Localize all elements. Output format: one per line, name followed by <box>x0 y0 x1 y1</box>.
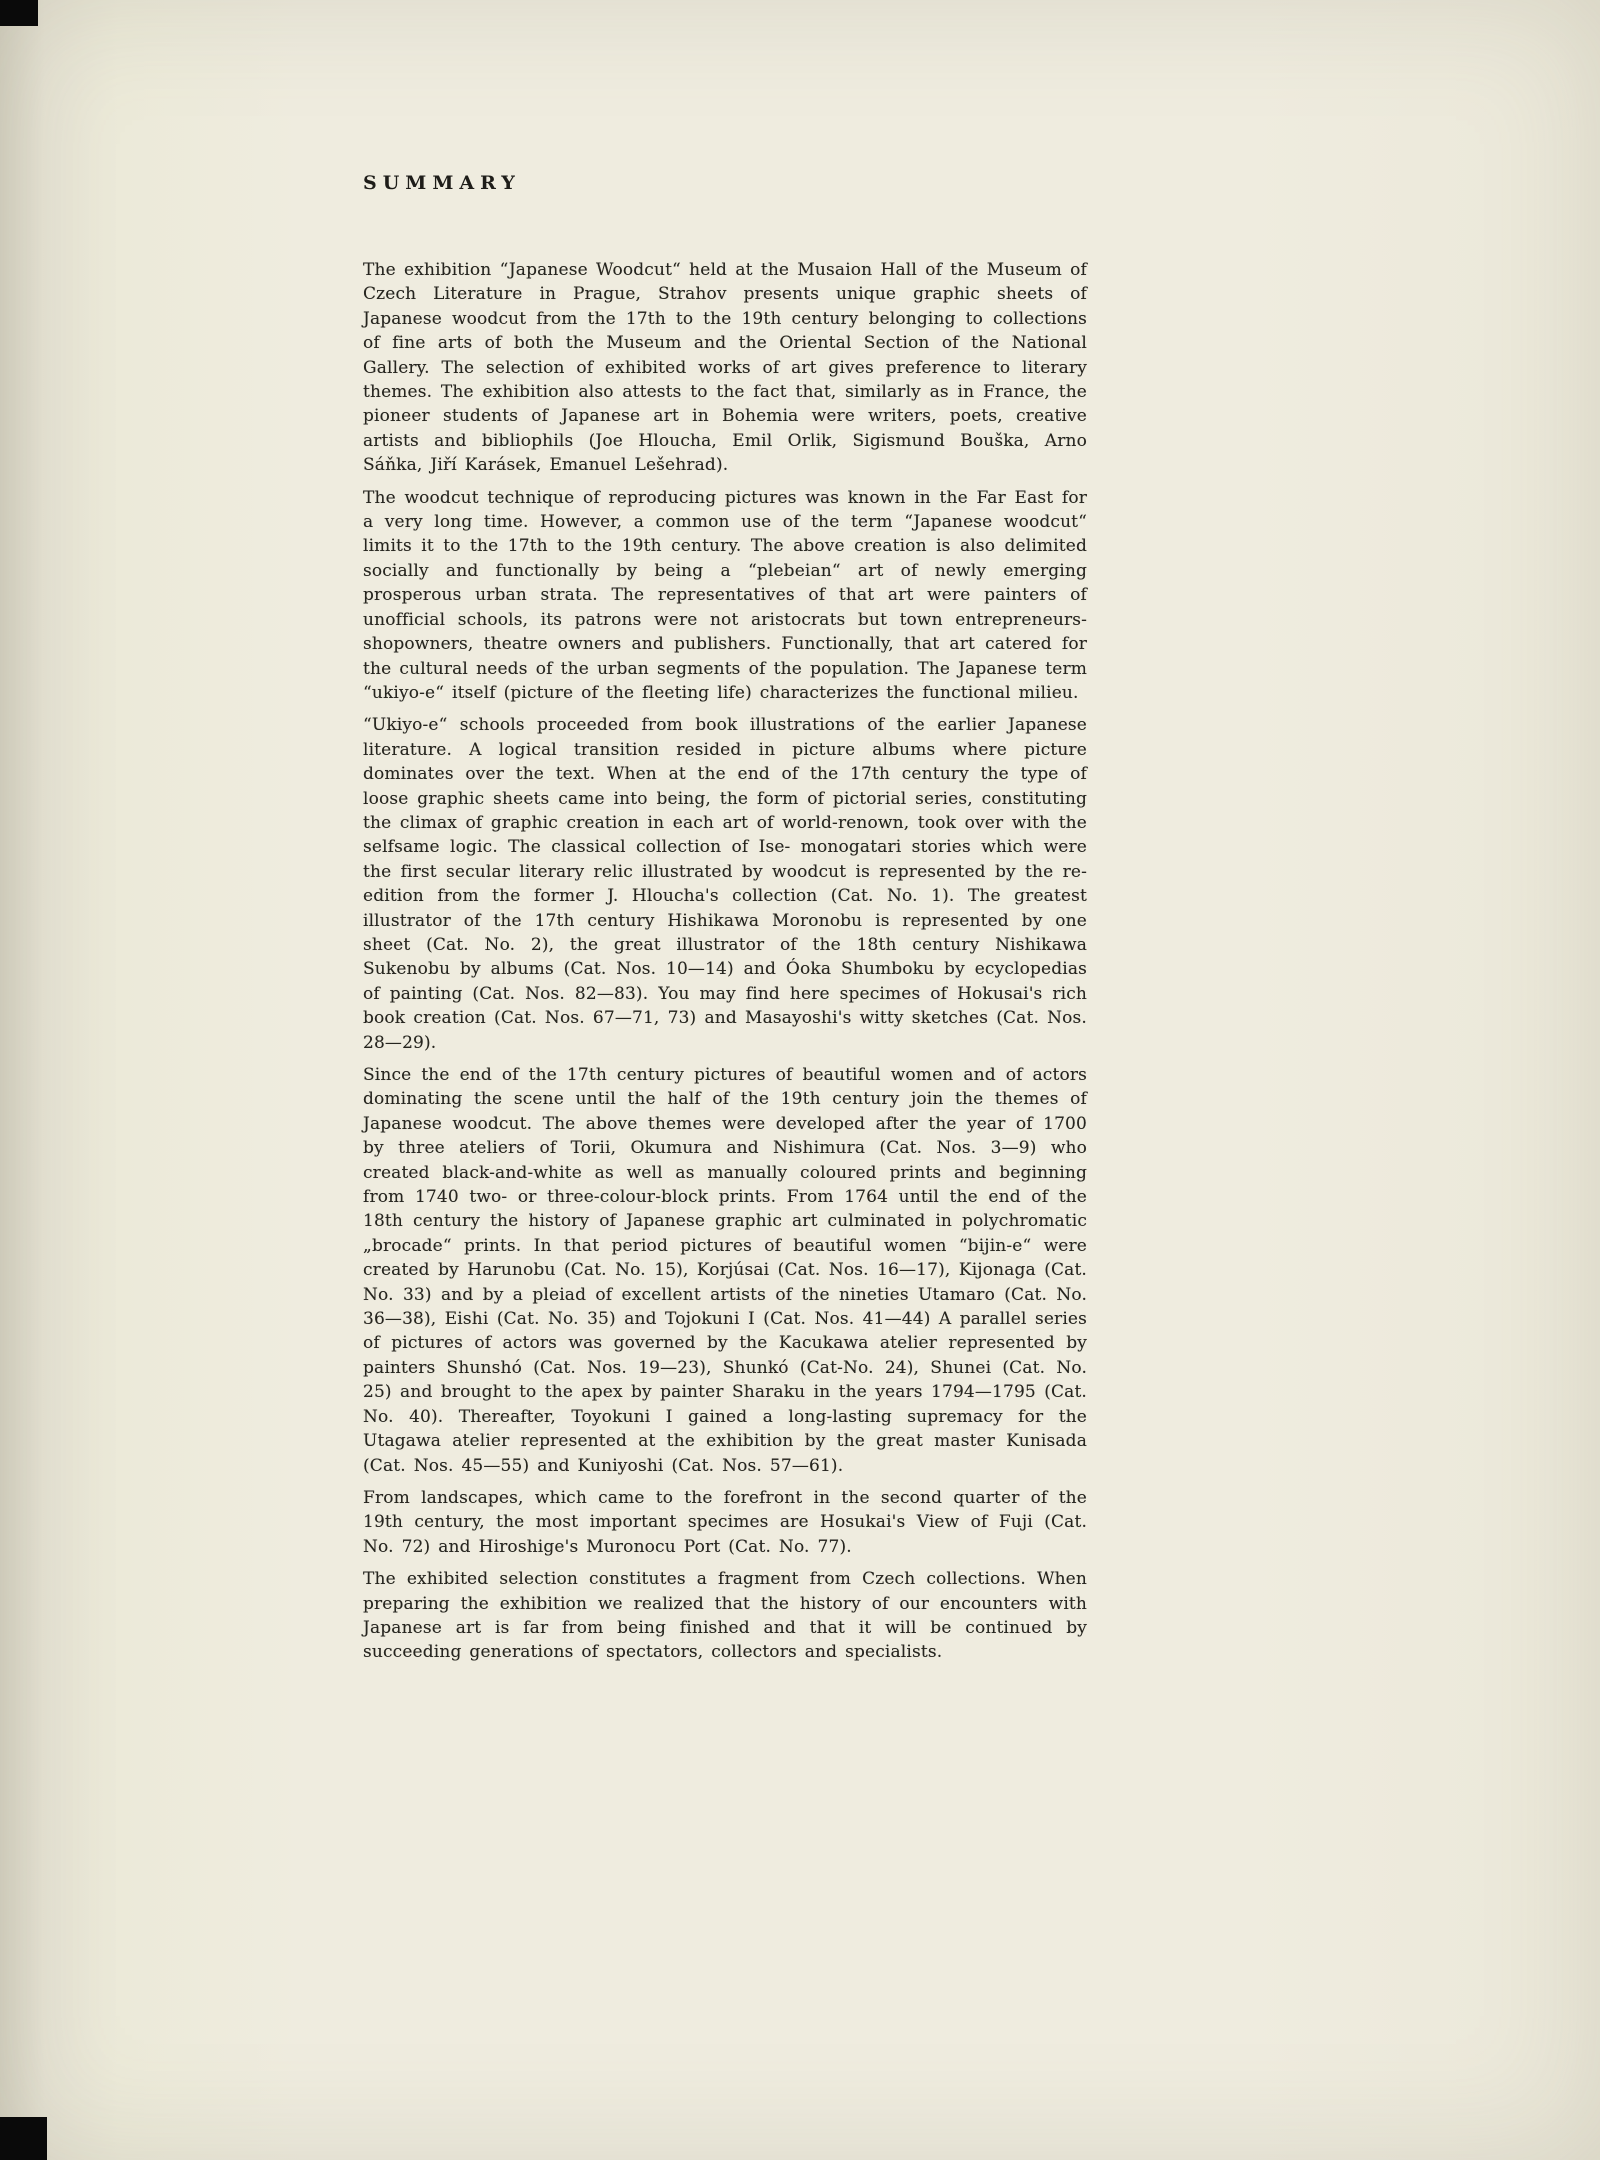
paragraph-woodcut-technique: The woodcut technique of reproducing pictures was known in the Far East for a very long time. However, a common use of the term “Japanese woodcut“ limits it to the 17th to the 19th century. The above creation is also delimited socially and functionally by being a “plebeian“ art of newly emerging prosperous urban strata. The representatives of that art were painters of unofficial schools, its patrons were not aristocrats but town entrepreneurs- shopowners, theatre owners and publishers. Functionally, that art catered for the cultural needs of the urban segments of the population. The Japanese term “ukiyo-e“ itself (picture of the fleeting life) characterizes the functional milieu. <box>363 487 1087 703</box>
paragraph-ukiyo-e-schools: “Ukiyo-e“ schools proceeded from book illustrations of the earlier Japanese literature. A logical transition resided in picture albums where picture dominates over the text. When at the end of the 17th century the type of loose graphic sheets came into being, the form of pictorial series, constituting the climax of graphic creation in each art of world-renown, took over with the selfsame logic. The classical collection of Ise- monogatari stories which were the first secular literary relic illustrated by woodcut is represented by the re-edition from the former J. Hloucha's collection (Cat. No. 1). The greatest illustrator of the 17th century Hishikawa Moronobu is represented by one sheet (Cat. No. 2), the great illustrator of the 18th century Nishikawa Sukenobu by albums (Cat. Nos. 10—14) and Óoka Shumboku by ecyclopedias of painting (Cat. Nos. 82—83). You may find here specimes of Hokusai's rich book creation (Cat. Nos. 67—71, 73) and Masayoshi's witty sketches (Cat. Nos. 28—29). <box>363 715 1087 1053</box>
paragraph-closing: The exhibited selection constitutes a fragment from Czech collections. When preparing the exhibition we realized that the history of our encounters with Japanese art is far from being finished and that it will be continued by succeeding generations of spectators, collectors and specialists. <box>363 1569 1087 1663</box>
text-block <box>363 172 1087 1673</box>
paragraph-landscapes: From landscapes, which came to the forefront in the second quarter of the 19th century, the most important specimes are Hosukai's View of Fuji (Cat. No. 72) and Hiroshige's Muronocu Port (Cat. No. 77). <box>363 1487 1087 1557</box>
paragraph-beautiful-women-actors: Since the end of the 17th century pictures of beautiful women and of actors dominating the scene until the half of the 19th century join the themes of Japanese woodcut. The above themes were developed after the year of 1700 by three ateliers of Torii, Okumura and Nishimura (Cat. Nos. 3—9) who created black-and-white as well as manually coloured prints and beginning from 1740 two- or three-colour-block prints. From 1764 until the end of the 18th century the history of Japanese graphic art culminated in polychromatic „brocade“ prints. In that period pictures of beautiful women “bijin-e“ were created by Harunobu (Cat. No. 15), Korjúsai (Cat. Nos. 16—17), Kijonaga (Cat. No. 33) and by a pleiad of excellent artists of the nineties Utamaro (Cat. No. 36—38), Eishi (Cat. No. 35) and Tojokuni I (Cat. Nos. 41—44) A parallel series of pictures of actors was governed by the Kacukawa atelier represented by painters Shunshó (Cat. Nos. 19—23), Shunkó (Cat-No. 24), Shunei (Cat. No. 25) and brought to the apex by painter Sharaku in the years 1794—1795 (Cat. No. 40). Thereafter, Toyokuni I gained a long-lasting supremacy for the Utagawa atelier represented at the exhibition by the great master Kunisada (Cat. Nos. 45—55) and Kuniyoshi (Cat. Nos. 57—61). <box>363 1065 1087 1476</box>
page-title: SUMMARY <box>363 172 521 194</box>
scan-artifact-top-left <box>0 0 38 26</box>
paragraph-exhibition-intro: The exhibition “Japanese Woodcut“ held at the Musaion Hall of the Museum of Czech Literature in Prague, Strahov presents unique graphic sheets of Japanese woodcut from the 17th to the 19th century belonging to collections of fine arts of both the Museum and the Oriental Section of the National Gallery. The selection of exhibited works of art gives preference to literary themes. The exhibition also attests to the fact that, similarly as in France, the pioneer students of Japanese art in Bohemia were writers, poets, creative artists and bibliophils (Joe Hloucha, Emil Orlik, Sigismund Bouška, Arno Sáňka, Jiří Karásek, Emanuel Lešehrad). <box>363 260 1087 476</box>
scan-artifact-bottom-left <box>0 2117 47 2160</box>
